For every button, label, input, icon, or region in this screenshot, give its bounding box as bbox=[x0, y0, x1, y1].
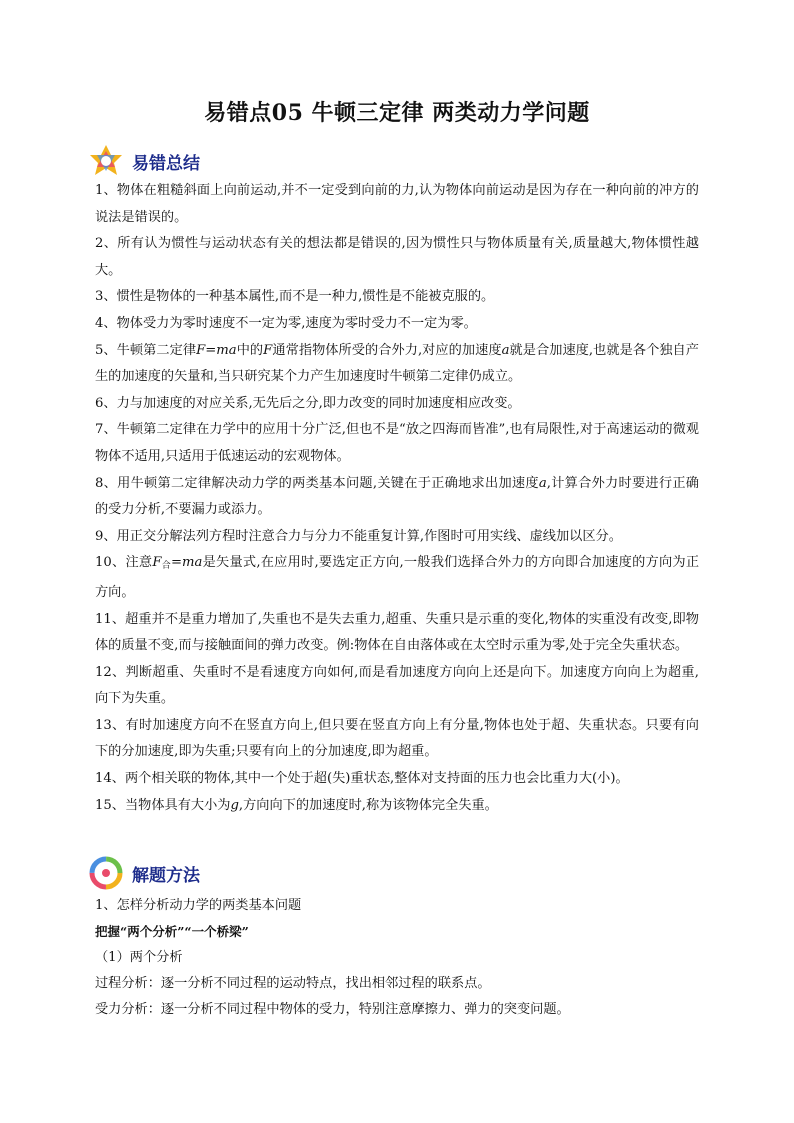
star-icon bbox=[88, 143, 124, 179]
list-item: 4、物体受力为零时速度不一定为零,速度为零时受力不一定为零。 bbox=[95, 315, 477, 331]
list-item: 7、牛顿第二定律在力学中的应用十分广泛,但也不是“放之四海而皆准”,也有局限性,对于高速运动的微观物体不适用,只适用于低速运动的宏观物体。 bbox=[95, 422, 699, 464]
list-item: 9、用正交分解法列方程时注意合力与分力不能重复计算,作图时可用实线、虚线加以区分。 bbox=[95, 528, 622, 544]
section-heading-mistakes bbox=[88, 143, 200, 179]
method-line: 1、怎样分析动力学的两类基本问题 bbox=[95, 898, 302, 913]
list-item: 2、所有认为惯性与运动状态有关的想法都是错误的,因为惯性只与物体质量有关,质量越大,物体惯性越大。 bbox=[95, 236, 699, 278]
page-title: 易错点05 牛顿三定律 两类动力学问题 bbox=[204, 100, 590, 126]
ring-icon bbox=[88, 855, 124, 891]
section-heading-label: 解题方法 bbox=[132, 865, 200, 886]
mistakes-list bbox=[95, 178, 699, 819]
section-heading-label: 易错总结 bbox=[132, 153, 200, 174]
list-item: 1、物体在粗糙斜面上向前运动,并不一定受到向前的力,认为物体向前运动是因为存在一种向前的冲方的说法是错误的。 bbox=[95, 183, 699, 225]
list-item: 11、超重并不是重力增加了,失重也不是失去重力,超重、失重只是示重的变化,物体的实重没有改变,即物体的质量不变,而与接触面间的弹力改变。例:物体在自由落体或在太空时示重为零,处于完全失重状态。 bbox=[95, 611, 699, 654]
list-item: 13、有时加速度方向不在竖直方向上,但只要在竖直方向上有分量,物体也处于超、失重状态。只要有向下的分加速度,即为失重;只要有向上的分加速度,即为超重。 bbox=[95, 717, 699, 760]
list-item: 8、用牛顿第二定律解决动力学的两类基本问题,关键在于正确地求出加速度a,计算合外力时要进行正确的受力分析,不要漏力或添力。 bbox=[95, 475, 699, 518]
method-line: 过程分析：逐一分析不同过程的运动特点，找出相邻过程的联系点。 bbox=[95, 976, 491, 991]
method-line: 受力分析：逐一分析不同过程中物体的受力，特别注意摩擦力、弹力的突变问题。 bbox=[95, 1002, 570, 1017]
list-item: 14、两个相关联的物体,其中一个处于超(失)重状态,整体对支持面的压力也会比重力大(小)。 bbox=[95, 771, 629, 787]
list-item: 10、注意$F_合=ma$是矢量式,在应用时,要选定正方向,一般我们选择合外力的方向即合加速度的方向为正方向。 bbox=[95, 555, 700, 600]
section-heading-methods bbox=[88, 855, 200, 891]
list-item: 6、力与加速度的对应关系,无先后之分,即力改变的同时加速度相应改变。 bbox=[95, 395, 521, 411]
list-item: 12、判断超重、失重时不是看速度方向如何,而是看加速度方向向上还是向下。加速度方向向上为超重,向下为失重。 bbox=[95, 664, 699, 707]
methods-text bbox=[95, 893, 699, 1023]
list-item: 5、牛顿第二定律F=ma中的F通常指物体所受的合外力,对应的加速度a就是合加速度,也就是各个独自产生的加速度的矢量和,当只研究某个力产生加速度时牛顿第二定律仍成立。 bbox=[95, 342, 699, 385]
method-line: （1）两个分析 bbox=[95, 950, 183, 965]
list-item: 15、当物体具有大小为g,方向向下的加速度时,称为该物体完全失重。 bbox=[95, 797, 498, 813]
list-item: 3、惯性是物体的一种基本属性,而不是一种力,惯性是不能被克服的。 bbox=[95, 289, 495, 305]
method-bold-line: 把握“两个分析”“一个桥梁” bbox=[95, 924, 249, 939]
